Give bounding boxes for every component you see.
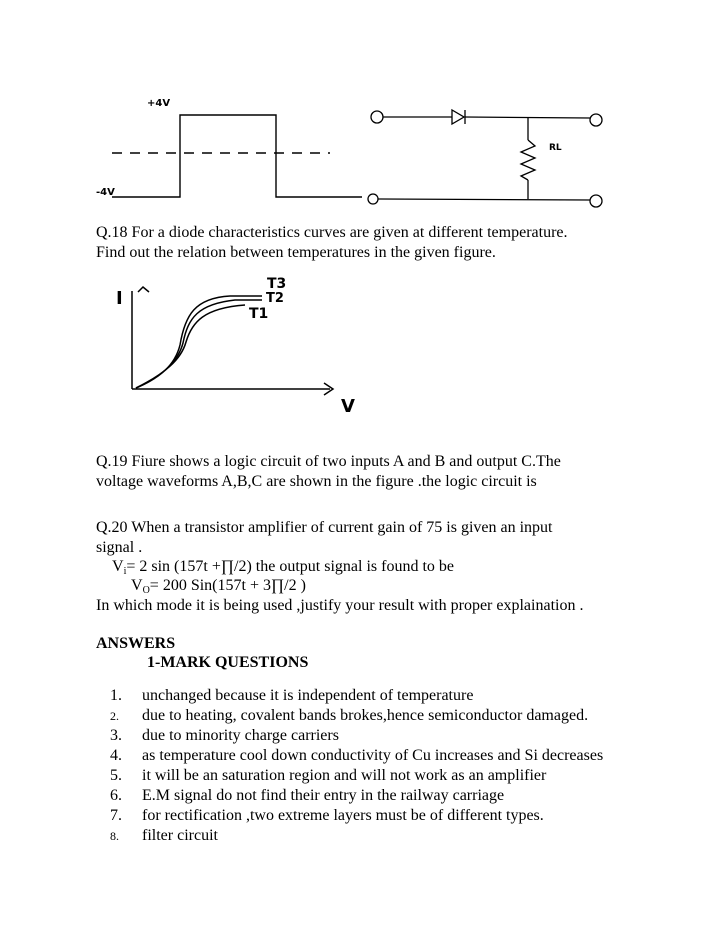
- q20-line1: Q.20 When a transistor amplifier of current gain of 75 is given an input: [96, 519, 553, 536]
- vo-expression: = 200 Sin(157t + 3∏/2 ): [149, 577, 306, 594]
- list-item-text: due to heating, covalent bands brokes,hence semiconductor damaged.: [142, 707, 589, 724]
- list-item-number: 7.: [110, 807, 122, 824]
- list-item-text: filter circuit: [142, 827, 218, 844]
- list-item: [110, 686, 603, 706]
- list-item-text: E.M signal do not find their entry in the railway carriage: [142, 787, 505, 804]
- curve-label-t1: T1: [249, 306, 269, 322]
- q18-line1: Q.18 For a diode characteristics curves are given at different temperature.: [96, 224, 568, 241]
- vo-subscript: O: [142, 585, 150, 596]
- list-item-number: 4.: [110, 747, 122, 764]
- list-item: [110, 726, 603, 746]
- y-axis-label: I: [116, 288, 123, 309]
- list-item: [110, 786, 603, 806]
- curve-label-t3: T3: [267, 276, 287, 292]
- waveform-bottom-label: -4V: [96, 187, 115, 198]
- resistor-label: RL: [549, 143, 562, 153]
- q19-line1: Q.19 Fiure shows a logic circuit of two inputs A and B and output C.The: [96, 453, 561, 470]
- vi-subscript: i: [123, 566, 127, 577]
- list-item: [110, 706, 603, 726]
- list-item-text: as temperature cool down conductivity of Cu increases and Si decreases: [142, 747, 604, 764]
- vi-symbol: V: [112, 558, 124, 575]
- q18-line2: Find out the relation between temperatures in the given figure.: [96, 244, 496, 261]
- q20-vi-equation: [112, 557, 454, 577]
- curve-label-t2: T2: [266, 291, 284, 306]
- answers-list: [110, 686, 603, 846]
- list-item-number: 8.: [110, 829, 119, 843]
- q20-line5: In which mode it is being used ,justify your result with proper explaination .: [96, 597, 584, 614]
- list-item-text: for rectification ,two extreme layers must be of different types.: [142, 807, 544, 824]
- waveform-top-label: +4V: [147, 98, 171, 109]
- vi-expression: = 2 sin (157t +∏/2) the output signal is found to be: [126, 558, 454, 575]
- list-item-text: due to minority charge carriers: [142, 727, 339, 744]
- q19-line2: voltage waveforms A,B,C are shown in the figure .the logic circuit is: [96, 473, 537, 490]
- list-item-text: unchanged because it is independent of temperature: [142, 687, 474, 704]
- list-item: [110, 826, 603, 846]
- list-item-text: it will be an saturation region and will not work as an amplifier: [142, 767, 547, 784]
- vo-symbol: V: [131, 577, 143, 594]
- list-item: [110, 746, 603, 766]
- q20-vo-equation: [131, 576, 306, 596]
- list-item-number: 6.: [110, 787, 122, 804]
- list-item-number: 2.: [110, 709, 119, 723]
- list-item-number: 1.: [110, 687, 122, 704]
- answers-subheading: 1-MARK QUESTIONS: [147, 654, 309, 671]
- list-item-number: 5.: [110, 767, 122, 784]
- answers-heading: ANSWERS: [96, 635, 176, 652]
- list-item: [110, 766, 603, 786]
- list-item-number: 3.: [110, 727, 122, 744]
- q20-line2: signal .: [96, 539, 143, 556]
- x-axis-label: V: [341, 396, 355, 417]
- list-item: [110, 806, 603, 826]
